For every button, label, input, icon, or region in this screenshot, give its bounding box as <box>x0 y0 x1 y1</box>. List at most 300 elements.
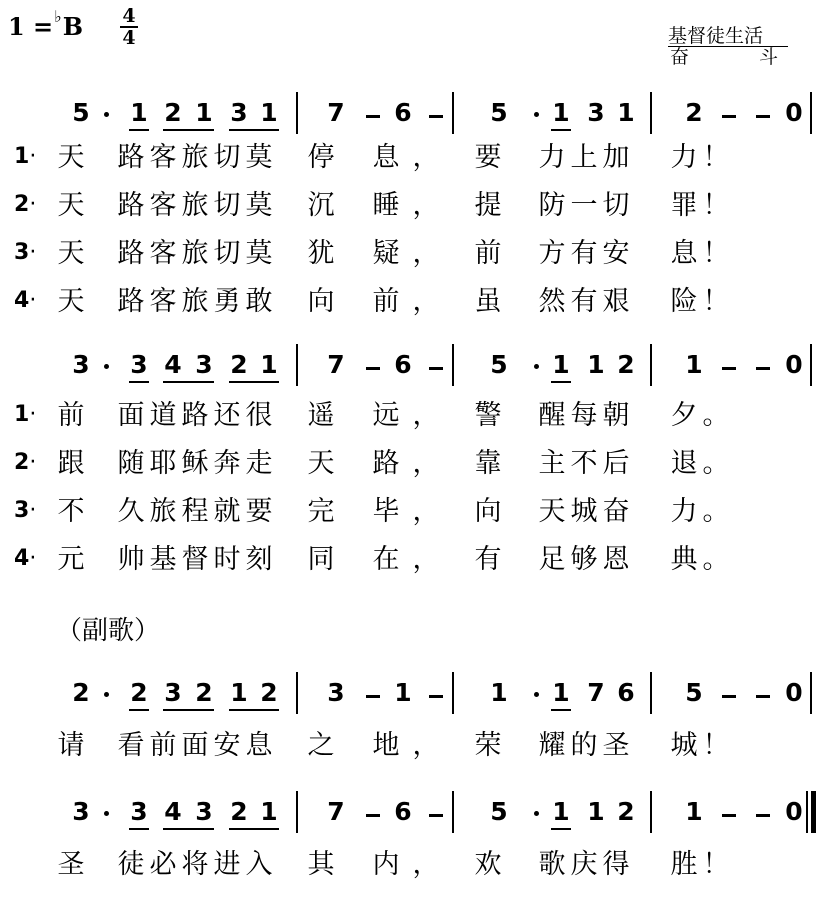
duration-dash <box>366 367 380 370</box>
lyric-syllable: 跟 <box>57 448 85 479</box>
lyric-syllable: 向 <box>474 496 502 527</box>
note: 1 <box>260 98 278 127</box>
verse-number-digit: 1 <box>14 144 30 169</box>
lyric-syllable: 内 <box>372 849 400 880</box>
lyric-syllable: 旅 <box>149 496 177 527</box>
lyric-line-s1-v1 <box>0 138 830 182</box>
verse-number-dot: · <box>29 546 37 571</box>
note: 7 <box>587 678 605 707</box>
lyric-syllable: 罪 <box>670 190 698 221</box>
lyric-syllable: 客 <box>149 190 177 221</box>
lyric-syllable: 请 <box>57 730 85 761</box>
lyric-syllable: ， <box>412 190 440 221</box>
flat-sign: ♭ <box>54 7 62 26</box>
note: 2 <box>130 678 148 707</box>
lyric-syllable: 遥 <box>307 400 335 431</box>
lyric-syllable: 久 <box>117 496 145 527</box>
lyric-syllable: 奋 <box>602 496 630 527</box>
barline <box>810 344 812 386</box>
lyric-syllable: ！ <box>702 730 730 761</box>
duration-dash <box>722 115 736 118</box>
barline <box>806 791 808 833</box>
lyric-syllable: 路 <box>372 448 400 479</box>
barline <box>296 92 298 134</box>
lyric-syllable: 息 <box>245 730 273 761</box>
barline <box>296 344 298 386</box>
lyric-syllable: 路 <box>117 286 145 317</box>
lyric-syllable: 圣 <box>57 849 85 880</box>
lyric-syllable: 要 <box>474 142 502 173</box>
chorus-label: （副歌） <box>56 616 161 646</box>
lyric-syllable: 向 <box>307 286 335 317</box>
note: 7 <box>327 98 345 127</box>
lyric-syllable: 息 <box>670 238 698 269</box>
duration-dash <box>756 695 770 698</box>
note: 1 <box>685 350 703 379</box>
augmentation-dot <box>534 811 539 816</box>
note: 1 <box>130 98 148 127</box>
note: 2 <box>230 797 248 826</box>
lyric-syllable: 旅 <box>181 142 209 173</box>
lyric-syllable: 之 <box>307 730 335 761</box>
barline <box>296 672 298 714</box>
lyric-line-s2-v1 <box>0 396 830 440</box>
verse-number-digit: 3 <box>14 240 30 265</box>
lyric-line-s1-v2 <box>0 186 830 230</box>
lyric-syllable: 警 <box>474 400 502 431</box>
lyric-syllable: 一 <box>570 190 598 221</box>
lyric-line-s1-v4 <box>0 282 830 326</box>
lyric-line-s2-v4 <box>0 540 830 584</box>
note: 1 <box>260 350 278 379</box>
note: 2 <box>260 678 278 707</box>
note: 1 <box>260 797 278 826</box>
duration-dash <box>429 695 443 698</box>
note: 1 <box>490 678 508 707</box>
lyric-syllable: 够 <box>570 544 598 575</box>
note: 2 <box>72 678 90 707</box>
note: 0 <box>785 797 803 826</box>
lyric-syllable: 刻 <box>245 544 273 575</box>
verse-number-dot: · <box>29 192 37 217</box>
note: 3 <box>587 98 605 127</box>
duration-dash <box>366 814 380 817</box>
lyric-syllable: ！ <box>702 142 730 173</box>
lyric-syllable: 不 <box>57 496 85 527</box>
duration-dash <box>429 367 443 370</box>
lyric-syllable: 随 <box>117 448 145 479</box>
lyric-syllable: 必 <box>149 849 177 880</box>
lyric-syllable: 客 <box>149 286 177 317</box>
note: 0 <box>785 350 803 379</box>
lyric-syllable: 路 <box>117 190 145 221</box>
note: 2 <box>617 797 635 826</box>
note: 5 <box>490 350 508 379</box>
lyric-syllable: 在 <box>372 544 400 575</box>
barline <box>650 92 652 134</box>
lyric-syllable: 艰 <box>602 286 630 317</box>
note: 3 <box>327 678 345 707</box>
lyric-syllable: 的 <box>570 730 598 761</box>
lyric-syllable: 前 <box>57 400 85 431</box>
lyric-syllable: 庆 <box>570 849 598 880</box>
augmentation-dot <box>104 112 109 117</box>
lyric-syllable: 面 <box>181 730 209 761</box>
barline <box>296 791 298 833</box>
lyric-line-chorus-1 <box>0 726 830 770</box>
beam-underline <box>551 828 571 830</box>
lyric-syllable: 安 <box>213 730 241 761</box>
lyric-syllable: 沉 <box>307 190 335 221</box>
beam-underline <box>229 828 279 830</box>
duration-dash <box>722 695 736 698</box>
note: 1 <box>195 98 213 127</box>
credit-subtitle <box>668 47 788 67</box>
key-note: B <box>62 12 84 41</box>
barline <box>650 791 652 833</box>
note: 3 <box>195 350 213 379</box>
lyric-syllable: ， <box>412 849 440 880</box>
note: 1 <box>230 678 248 707</box>
duration-dash <box>756 115 770 118</box>
note: 3 <box>130 797 148 826</box>
verse-number-digit: 3 <box>14 498 30 523</box>
duration-dash <box>429 814 443 817</box>
note: 5 <box>685 678 703 707</box>
lyric-syllable: 旅 <box>181 190 209 221</box>
note: 6 <box>394 350 412 379</box>
lyric-syllable: 荣 <box>474 730 502 761</box>
lyric-syllable: 客 <box>149 142 177 173</box>
lyric-syllable: 天 <box>57 238 85 269</box>
lyric-syllable: 欢 <box>474 849 502 880</box>
note: 3 <box>164 678 182 707</box>
lyric-syllable: 将 <box>181 849 209 880</box>
note: 1 <box>552 98 570 127</box>
lyric-syllable: ！ <box>702 286 730 317</box>
note: 6 <box>394 98 412 127</box>
note: 4 <box>164 797 182 826</box>
note: 0 <box>785 98 803 127</box>
lyric-syllable: ， <box>412 400 440 431</box>
time-signature <box>118 6 140 48</box>
duration-dash <box>429 115 443 118</box>
beam-underline <box>163 381 214 383</box>
verse-number-dot: · <box>29 450 37 475</box>
lyric-syllable: 加 <box>602 142 630 173</box>
verse-number-dot: · <box>29 498 37 523</box>
lyric-syllable: 有 <box>570 238 598 269</box>
note: 7 <box>327 350 345 379</box>
lyric-syllable: 不 <box>570 448 598 479</box>
lyric-syllable: 其 <box>307 849 335 880</box>
beam-underline <box>229 381 279 383</box>
beam-underline <box>129 709 149 711</box>
augmentation-dot <box>104 692 109 697</box>
lyric-syllable: 稣 <box>181 448 209 479</box>
lyric-syllable: 走 <box>245 448 273 479</box>
note: 1 <box>394 678 412 707</box>
barline <box>810 672 812 714</box>
lyric-syllable: 夕 <box>670 400 698 431</box>
lyric-syllable: 。 <box>702 496 730 527</box>
lyric-syllable: 每 <box>570 400 598 431</box>
lyric-syllable: 旅 <box>181 286 209 317</box>
lyric-line-s2-v2 <box>0 444 830 488</box>
note: 2 <box>230 350 248 379</box>
verse-number <box>14 402 36 427</box>
barline <box>452 672 454 714</box>
lyric-syllable: ！ <box>702 190 730 221</box>
beam-underline <box>163 709 214 711</box>
lyric-syllable: 道 <box>149 400 177 431</box>
final-barline <box>811 791 816 833</box>
time-bottom: 4 <box>122 27 136 49</box>
lyric-syllable: 朝 <box>602 400 630 431</box>
verse-number-digit: 4 <box>14 546 30 571</box>
lyric-syllable: ， <box>412 142 440 173</box>
note: 1 <box>552 350 570 379</box>
duration-dash <box>722 367 736 370</box>
lyric-syllable: 勇 <box>213 286 241 317</box>
lyric-syllable: 看 <box>117 730 145 761</box>
music-line-4 <box>0 787 830 847</box>
lyric-syllable: 莫 <box>245 142 273 173</box>
beam-underline <box>551 709 571 711</box>
note: 1 <box>552 678 570 707</box>
lyric-syllable: 安 <box>602 238 630 269</box>
lyric-syllable: 犹 <box>307 238 335 269</box>
lyric-syllable: 。 <box>702 544 730 575</box>
verse-number <box>14 240 36 265</box>
note: 6 <box>394 797 412 826</box>
note: 5 <box>490 797 508 826</box>
augmentation-dot <box>534 692 539 697</box>
lyric-syllable: 城 <box>670 730 698 761</box>
lyric-syllable: 旅 <box>181 238 209 269</box>
credit-char: 奋 <box>670 46 690 68</box>
duration-dash <box>756 814 770 817</box>
verse-number <box>14 144 36 169</box>
lyric-syllable: 耶 <box>149 448 177 479</box>
lyric-syllable: 路 <box>117 142 145 173</box>
note: 0 <box>785 678 803 707</box>
lyric-syllable: 切 <box>602 190 630 221</box>
lyric-line-s2-v3 <box>0 492 830 536</box>
lyric-syllable: 虽 <box>474 286 502 317</box>
note: 2 <box>195 678 213 707</box>
barline <box>452 791 454 833</box>
lyric-syllable: 典 <box>670 544 698 575</box>
lyric-syllable: ， <box>412 448 440 479</box>
lyric-syllable: 醒 <box>538 400 566 431</box>
verse-number-dot: · <box>29 144 37 169</box>
note: 1 <box>685 797 703 826</box>
lyric-syllable: 完 <box>307 496 335 527</box>
note: 2 <box>685 98 703 127</box>
beam-underline <box>129 129 149 131</box>
note: 7 <box>327 797 345 826</box>
credit-char: 斗 <box>758 46 778 68</box>
lyric-syllable: 方 <box>538 238 566 269</box>
verse-number <box>14 192 36 217</box>
duration-dash <box>366 115 380 118</box>
beam-underline <box>163 129 214 131</box>
lyric-syllable: 疑 <box>372 238 400 269</box>
lyric-syllable: 奔 <box>213 448 241 479</box>
lyric-syllable: 程 <box>181 496 209 527</box>
lyric-syllable: 帅 <box>117 544 145 575</box>
lyric-syllable: 要 <box>245 496 273 527</box>
beam-underline <box>129 381 149 383</box>
lyric-line-chorus-2 <box>0 845 830 889</box>
verse-number <box>14 288 36 313</box>
lyric-syllable: 督 <box>181 544 209 575</box>
lyric-syllable: 后 <box>602 448 630 479</box>
note: 3 <box>230 98 248 127</box>
note: 1 <box>587 797 605 826</box>
lyric-syllable: ， <box>412 544 440 575</box>
note: 3 <box>72 350 90 379</box>
verse-number-digit: 4 <box>14 288 30 313</box>
note: 1 <box>617 98 635 127</box>
note: 5 <box>490 98 508 127</box>
duration-dash <box>366 695 380 698</box>
note: 2 <box>164 98 182 127</box>
lyric-syllable: 切 <box>213 238 241 269</box>
lyric-syllable: 路 <box>181 400 209 431</box>
duration-dash <box>722 814 736 817</box>
lyric-syllable: 前 <box>474 238 502 269</box>
note: 5 <box>72 98 90 127</box>
lyric-syllable: 路 <box>117 238 145 269</box>
lyric-syllable: 入 <box>245 849 273 880</box>
music-line-3 <box>0 668 830 728</box>
lyric-syllable: 退 <box>670 448 698 479</box>
lyric-syllable: ， <box>412 286 440 317</box>
music-line-2 <box>0 340 830 400</box>
lyric-syllable: 莫 <box>245 238 273 269</box>
lyric-syllable: 切 <box>213 190 241 221</box>
barline <box>452 344 454 386</box>
lyric-syllable: 得 <box>602 849 630 880</box>
verse-number <box>14 498 36 523</box>
beam-underline <box>129 828 149 830</box>
time-top: 4 <box>122 5 136 27</box>
note: 6 <box>617 678 635 707</box>
lyric-syllable: ！ <box>702 849 730 880</box>
verse-number <box>14 546 36 571</box>
credit-title: 基督徒生活 <box>668 26 788 47</box>
lyric-syllable: 前 <box>372 286 400 317</box>
lyric-syllable: 毕 <box>372 496 400 527</box>
barline <box>452 92 454 134</box>
source-credit <box>668 26 788 67</box>
lyric-syllable: 天 <box>57 190 85 221</box>
lyric-syllable: ， <box>412 496 440 527</box>
lyric-syllable: 敢 <box>245 286 273 317</box>
lyric-syllable: ， <box>412 238 440 269</box>
augmentation-dot <box>534 364 539 369</box>
lyric-syllable: 同 <box>307 544 335 575</box>
lyric-syllable: 城 <box>570 496 598 527</box>
barline <box>810 92 812 134</box>
verse-number-dot: · <box>29 402 37 427</box>
lyric-syllable: 进 <box>213 849 241 880</box>
lyric-syllable: 时 <box>213 544 241 575</box>
lyric-syllable: 防 <box>538 190 566 221</box>
lyric-syllable: 。 <box>702 448 730 479</box>
beam-underline <box>229 709 279 711</box>
lyric-syllable: 息 <box>372 142 400 173</box>
lyric-syllable: 主 <box>538 448 566 479</box>
lyric-syllable: 天 <box>538 496 566 527</box>
lyric-syllable: 。 <box>702 400 730 431</box>
lyric-syllable: 圣 <box>602 730 630 761</box>
note: 3 <box>130 350 148 379</box>
note: 1 <box>552 797 570 826</box>
verse-number <box>14 450 36 475</box>
beam-underline <box>551 129 571 131</box>
augmentation-dot <box>534 112 539 117</box>
lyric-syllable: 足 <box>538 544 566 575</box>
lyric-syllable: 上 <box>570 142 598 173</box>
augmentation-dot <box>104 364 109 369</box>
lyric-syllable: 然 <box>538 286 566 317</box>
lyric-syllable: 停 <box>307 142 335 173</box>
barline <box>650 344 652 386</box>
beam-underline <box>229 129 279 131</box>
lyric-syllable: 靠 <box>474 448 502 479</box>
lyric-syllable: 有 <box>474 544 502 575</box>
lyric-syllable: 天 <box>307 448 335 479</box>
lyric-syllable: 力 <box>670 142 698 173</box>
lyric-syllable: 天 <box>57 142 85 173</box>
verse-number-digit: 1 <box>14 402 30 427</box>
lyric-syllable: 恩 <box>602 544 630 575</box>
note: 2 <box>617 350 635 379</box>
lyric-syllable: ， <box>412 730 440 761</box>
duration-dash <box>756 367 770 370</box>
lyric-syllable: 有 <box>570 286 598 317</box>
lyric-syllable: 耀 <box>538 730 566 761</box>
lyric-syllable: 客 <box>149 238 177 269</box>
note: 1 <box>587 350 605 379</box>
key-prefix: 1 = <box>8 12 54 41</box>
beam-underline <box>551 381 571 383</box>
lyric-syllable: 元 <box>57 544 85 575</box>
lyric-syllable: 徒 <box>117 849 145 880</box>
lyric-syllable: 莫 <box>245 190 273 221</box>
lyric-syllable: 天 <box>57 286 85 317</box>
lyric-syllable: 提 <box>474 190 502 221</box>
lyric-syllable: 胜 <box>670 849 698 880</box>
note: 3 <box>195 797 213 826</box>
note: 4 <box>164 350 182 379</box>
lyric-syllable: 基 <box>149 544 177 575</box>
lyric-syllable: 前 <box>149 730 177 761</box>
lyric-syllable: 面 <box>117 400 145 431</box>
lyric-syllable: 力 <box>670 496 698 527</box>
lyric-syllable: 歌 <box>538 849 566 880</box>
lyric-syllable: ！ <box>702 238 730 269</box>
lyric-syllable: 很 <box>245 400 273 431</box>
lyric-syllable: 就 <box>213 496 241 527</box>
augmentation-dot <box>104 811 109 816</box>
key-signature <box>8 7 84 41</box>
beam-underline <box>163 828 214 830</box>
note: 3 <box>72 797 90 826</box>
